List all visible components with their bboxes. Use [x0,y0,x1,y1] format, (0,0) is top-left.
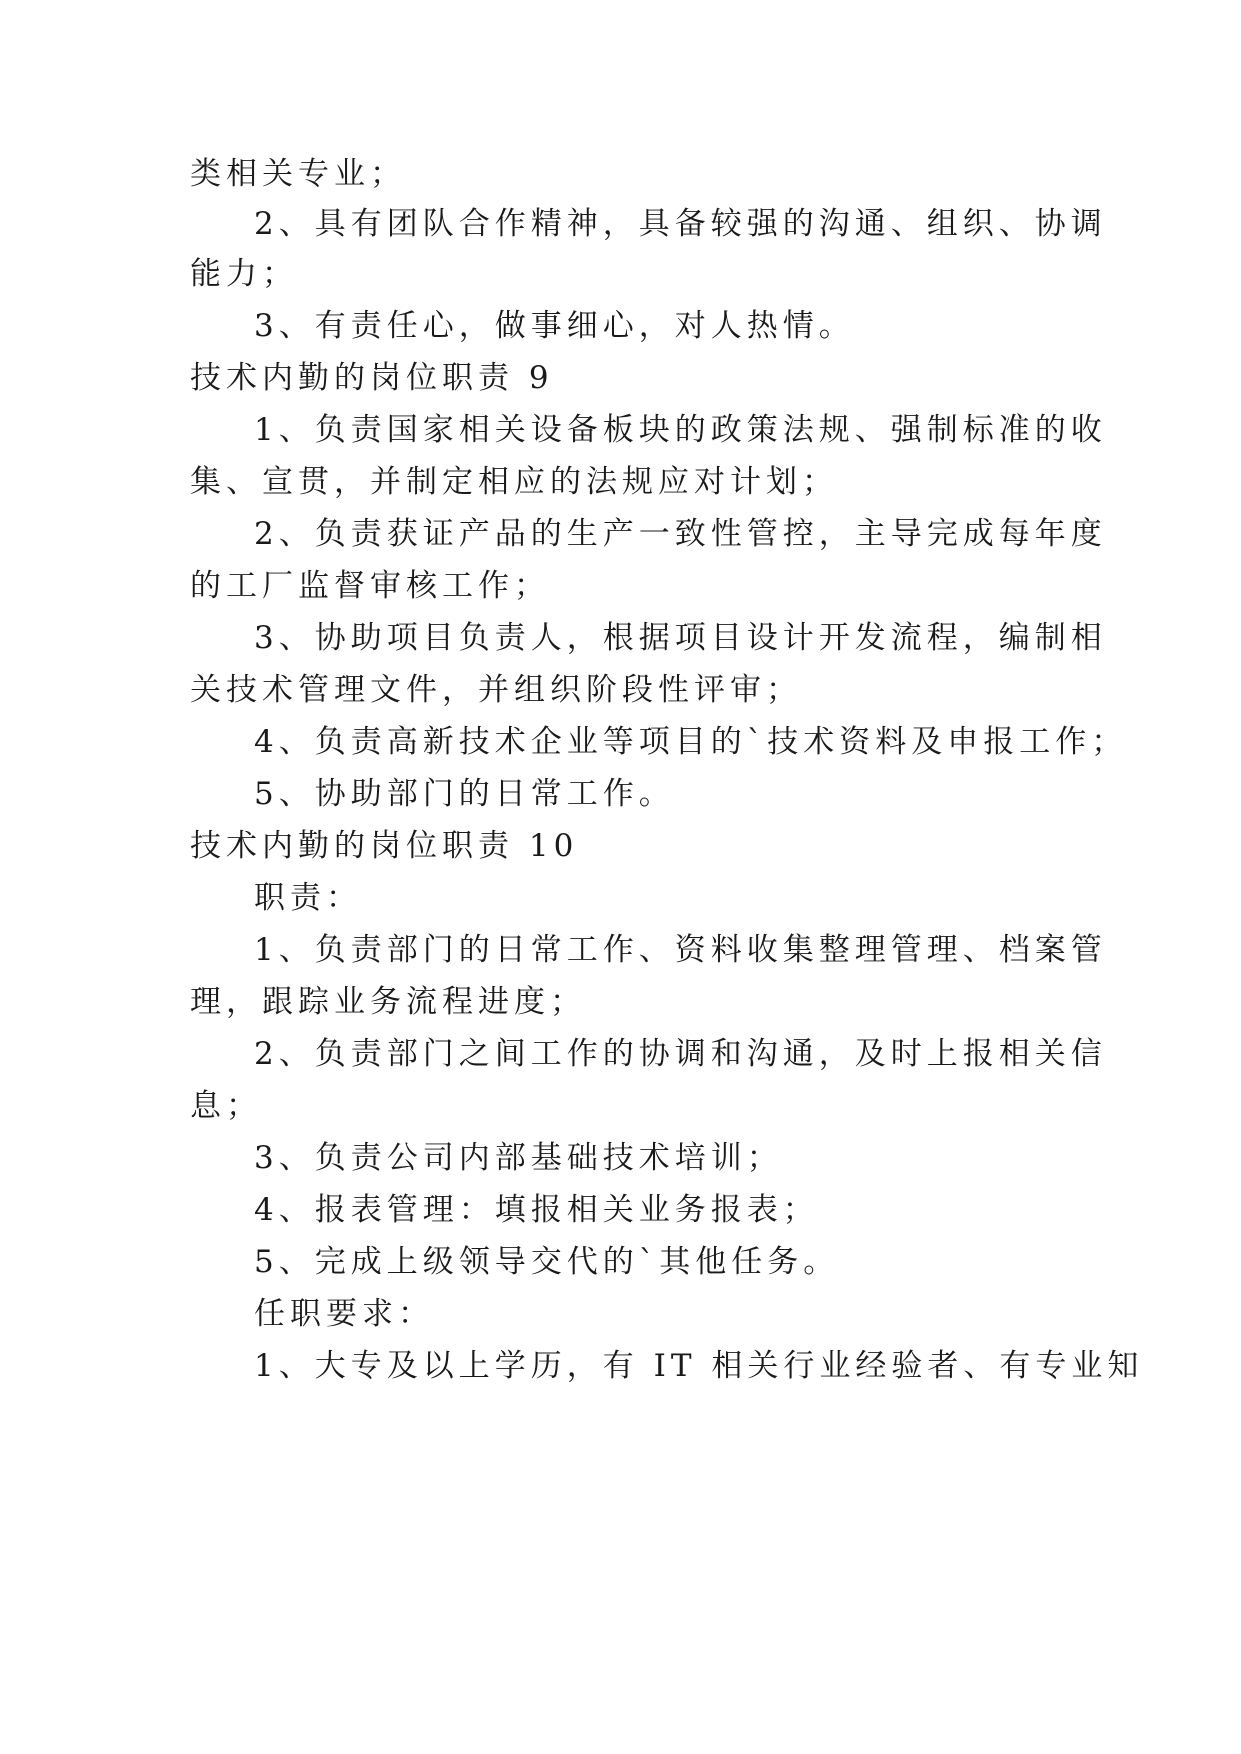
text-line: 1、大专及以上学历，有 IT 相关行业经验者、有专业知 [254,1348,1144,1384]
text-line: 集、宣贯，并制定相应的法规应对计划； [190,464,838,500]
text-line: 任职要求： [254,1296,434,1332]
text-line: 1、负责部门的日常工作、资料收集整理管理、档案管 [254,932,1107,968]
text-line: 类相关专业； [190,156,406,192]
text-line: 息； [190,1088,262,1124]
text-line: 2、具有团队合作精神，具备较强的沟通、组织、协调 [254,206,1107,242]
text-line: 2、负责获证产品的生产一致性管控，主导完成每年度 [254,516,1107,552]
text-line: 5、完成上级领导交代的`其他任务。 [254,1244,840,1280]
text-line: 3、协助项目负责人，根据项目设计开发流程，编制相 [254,620,1107,656]
text-line: 4、负责高新技术企业等项目的`技术资料及申报工作； [254,724,1128,760]
text-line: 能力； [190,256,298,292]
text-line: 职责： [254,880,362,916]
text-line: 理，跟踪业务流程进度； [190,984,586,1020]
text-line: 的工厂监督审核工作； [190,568,550,604]
text-line: 2、负责部门之间工作的协调和沟通，及时上报相关信 [254,1036,1107,1072]
text-line: 关技术管理文件，并组织阶段性评审； [190,672,802,708]
section-heading: 技术内勤的岗位职责 10 [190,828,579,864]
section-heading: 技术内勤的岗位职责 9 [190,360,554,396]
text-line: 4、报表管理：填报相关业务报表； [254,1192,819,1228]
text-line: 3、有责任心，做事细心，对人热情。 [254,308,855,344]
text-line: 3、负责公司内部基础技术培训； [254,1140,783,1176]
text-line: 1、负责国家相关设备板块的政策法规、强制标准的收 [254,412,1107,448]
text-line: 5、协助部门的日常工作。 [254,776,675,812]
